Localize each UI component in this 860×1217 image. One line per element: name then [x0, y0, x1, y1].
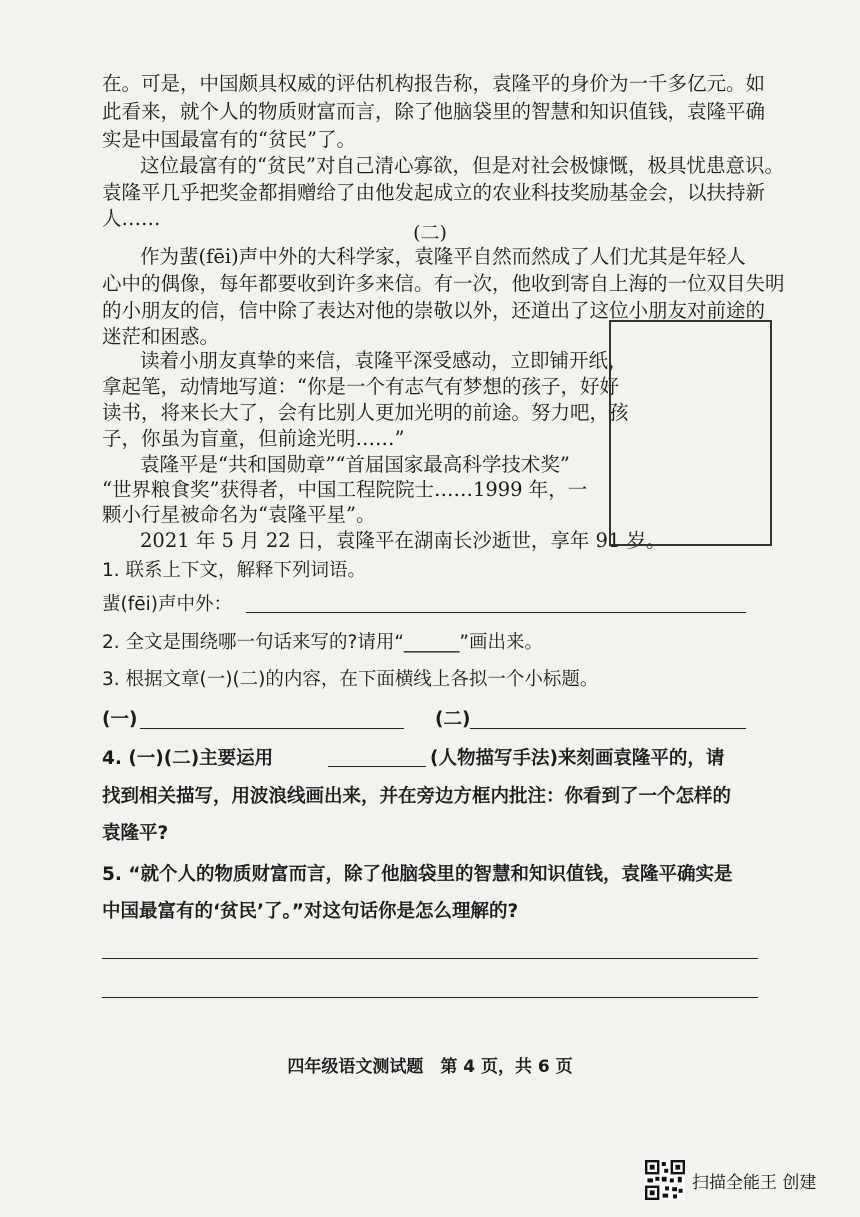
passage-line: 读着小朋友真挚的来信，袁隆平深受感动，立即铺开纸， — [140, 349, 628, 372]
question-3-label-one: (一) — [102, 709, 138, 730]
question-4-part-b: (人物描写手法)来刻画袁隆平的，请 — [430, 748, 725, 769]
question-2: 2. 全文是围绕哪一句话来写的?请用“______”画出来。 — [102, 632, 544, 653]
question-4-part-a: 4. (一)(二)主要运用 — [102, 748, 274, 769]
question-5-line-1: 5. “就个人的物质财富而言，除了他脑袋里的智慧和知识值钱，袁隆平确实是 — [102, 864, 733, 885]
passage-line: 此看来，就个人的物质财富而言，除了他脑袋里的智慧和知识值钱，袁隆平确 — [102, 100, 766, 123]
passage-line: 读书，将来长大了，会有比别人更加光明的前途。努力吧，孩 — [102, 401, 629, 424]
answer-line-q3-one[interactable] — [140, 728, 404, 729]
answer-line-q3-two[interactable] — [470, 728, 746, 729]
qr-code-icon — [645, 1160, 685, 1200]
passage-line: 迷茫和困惑。 — [102, 325, 220, 348]
question-5-line-2: 中国最富有的‘贫民’了。”对这句话你是怎么理解的? — [102, 901, 519, 922]
passage-line: 人…… — [102, 207, 161, 230]
passage-line: 拿起笔，动情地写道：“你是一个有志气有梦想的孩子，好好 — [102, 375, 619, 398]
section-two-title: (二) — [413, 222, 447, 244]
answer-line-q4[interactable] — [328, 766, 426, 767]
passage-line: 心中的偶像，每年都要收到许多来信。有一次，他收到寄自上海的一位双目失明 — [102, 272, 785, 295]
question-1-term: 蜚(fēi)声中外： — [102, 594, 232, 615]
question-3: 3. 根据文章(一)(二)的内容，在下面横线上各拟一个小标题。 — [102, 669, 599, 690]
passage-line: 袁隆平几乎把奖金都捐赠给了由他发起成立的农业科技奖励基金会，以扶持新 — [102, 181, 766, 204]
passage-line: 子，你虽为盲童，但前途光明……” — [102, 427, 405, 450]
question-4-line-3: 袁隆平? — [102, 823, 169, 844]
passage-line: 的小朋友的信，信中除了表达对他的崇敬以外，还道出了这位小朋友对前途的 — [102, 299, 766, 322]
passage-line: 颗小行星被命名为“袁隆平星”。 — [102, 503, 376, 526]
passage-line: “世界粮食奖”获得者，中国工程院院士……1999 年，一 — [102, 478, 588, 501]
page-footer: 四年级语文测试题 第 4 页，共 6 页 — [287, 1057, 573, 1077]
passage-line: 作为蜚(fēi)声中外的大科学家，袁隆平自然而然成了人们尤其是年轻人 — [140, 245, 746, 268]
scanner-watermark-label: 扫描全能王 创建 — [692, 1173, 817, 1193]
passage-line: 在。可是，中国颇具权威的评估机构报告称，袁隆平的身价为一千多亿元。如 — [102, 72, 766, 95]
question-3-label-two: (二) — [435, 709, 471, 730]
answer-line-q1[interactable] — [246, 612, 746, 613]
question-1: 1. 联系上下文，解释下列词语。 — [102, 560, 367, 581]
passage-line: 这位最富有的“贫民”对自己清心寡欲，但是对社会极慷慨，极具忧患意识。 — [140, 154, 784, 177]
passage-line: 2021 年 5 月 22 日，袁隆平在湖南长沙逝世，享年 91 岁。 — [140, 529, 666, 552]
answer-line-q5-2[interactable] — [102, 997, 758, 998]
passage-line: 实是中国最富有的“贫民”了。 — [102, 128, 356, 151]
question-4-line-2: 找到相关描写，用波浪线画出来，并在旁边方框内批注：你看到了一个怎样的 — [102, 786, 732, 807]
answer-line-q5-1[interactable] — [102, 958, 758, 959]
passage-line: 袁隆平是“共和国勋章”“首届国家最高科学技术奖” — [140, 453, 570, 476]
annotation-box[interactable] — [609, 320, 772, 546]
